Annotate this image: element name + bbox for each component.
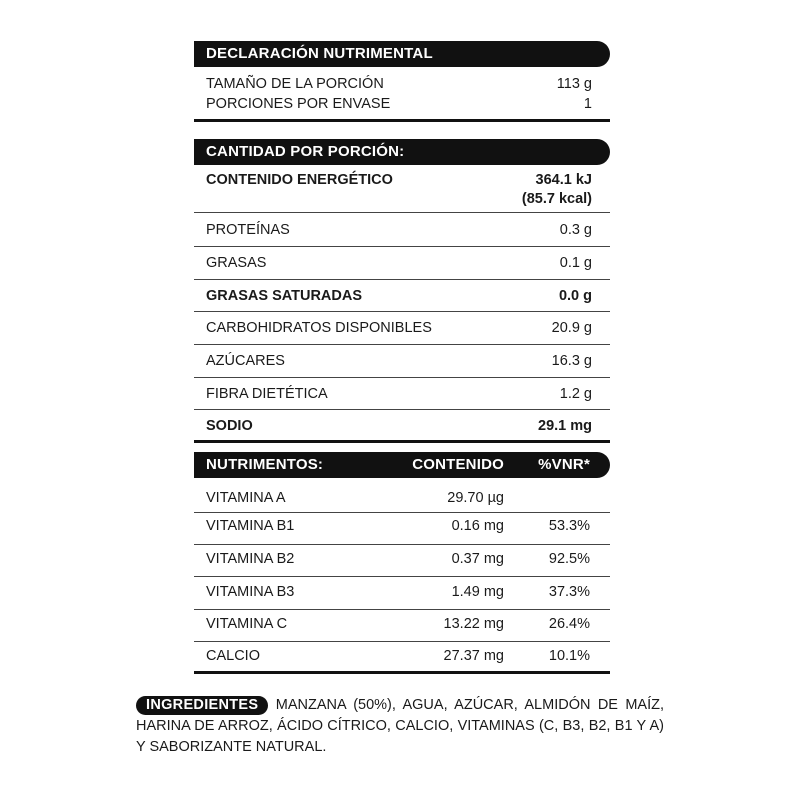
divider (194, 279, 610, 280)
ingredients-text: MANZANA (50%), AGUA, AZÚCAR, ALMIDÓN DE MAÍZ, HARINA DE ARROZ, ÁCIDO CÍTRICO, CALCIO, VITAMINAS (C, B3, B2, B1 Y A) Y SABORIZANTE NATURAL. (136, 697, 664, 755)
row-label: VITAMINA B3 (206, 584, 295, 600)
row-label: AZÚCARES (206, 353, 285, 369)
serving-size-value: 113 g (556, 76, 592, 92)
energy-kcal: (85.7 kcal) (521, 191, 592, 207)
nutrients-header (194, 452, 610, 478)
row-vnr: 53.3% (548, 518, 590, 534)
divider (194, 544, 610, 545)
row-label: SODIO (206, 418, 253, 434)
row-label: PROTEÍNAS (206, 222, 290, 238)
divider (194, 119, 610, 122)
row-content: 0.37 mg (451, 551, 504, 567)
serving-size-label: TAMAÑO DE LA PORCIÓN (206, 76, 384, 92)
ingredients-block (136, 695, 664, 758)
row-vnr: 26.4% (548, 616, 590, 632)
declaration-title: DECLARACIÓN NUTRIMENTAL (194, 41, 610, 67)
divider (194, 440, 610, 443)
divider (194, 512, 610, 513)
per-serving-title: CANTIDAD POR PORCIÓN: (194, 139, 610, 165)
row-vnr: 37.3% (548, 584, 590, 600)
row-label: VITAMINA C (206, 616, 288, 632)
divider (194, 377, 610, 378)
energy-label: CONTENIDO ENERGÉTICO (206, 172, 393, 188)
row-label: GRASAS (206, 255, 267, 271)
row-value: 29.1 mg (538, 418, 592, 434)
row-label: VITAMINA B2 (206, 551, 295, 567)
row-content: 1.49 mg (451, 584, 504, 600)
nutrients-header-vnr: %VNR* (538, 456, 590, 473)
divider (194, 246, 610, 247)
ingredients-label: INGREDIENTES (136, 696, 268, 715)
row-label: VITAMINA B1 (206, 518, 295, 534)
row-content: 27.37 mg (443, 648, 504, 664)
energy-kj: 364.1 kJ (535, 172, 592, 188)
nutrients-header-label: NUTRIMENTOS: (206, 456, 324, 473)
divider (194, 671, 610, 674)
row-value: 1.2 g (559, 386, 592, 402)
ingredients-text-wrap (136, 695, 664, 758)
servings-value: 1 (583, 96, 592, 112)
nutrients-header-content: CONTENIDO (412, 456, 504, 473)
row-vnr: 10.1% (548, 648, 590, 664)
row-content: 0.16 mg (451, 518, 504, 534)
row-value: 0.0 g (558, 288, 592, 304)
row-value: 0.3 g (559, 222, 592, 238)
row-value: 20.9 g (551, 320, 592, 336)
divider (194, 576, 610, 577)
row-value: 16.3 g (551, 353, 592, 369)
row-vnr: 92.5% (548, 551, 590, 567)
divider (194, 409, 610, 410)
row-label: CARBOHIDRATOS DISPONIBLES (206, 320, 432, 336)
divider (194, 641, 610, 642)
row-content: 13.22 mg (443, 616, 504, 632)
row-label: VITAMINA A (206, 490, 286, 506)
divider (194, 212, 610, 213)
row-label: CALCIO (206, 648, 260, 664)
row-value: 0.1 g (559, 255, 592, 271)
divider (194, 311, 610, 312)
row-content: 29.70 µg (447, 490, 504, 506)
divider (194, 344, 610, 345)
divider (194, 609, 610, 610)
row-label: FIBRA DIETÉTICA (206, 386, 328, 402)
servings-label: PORCIONES POR ENVASE (206, 96, 391, 112)
row-label: GRASAS SATURADAS (206, 288, 363, 304)
